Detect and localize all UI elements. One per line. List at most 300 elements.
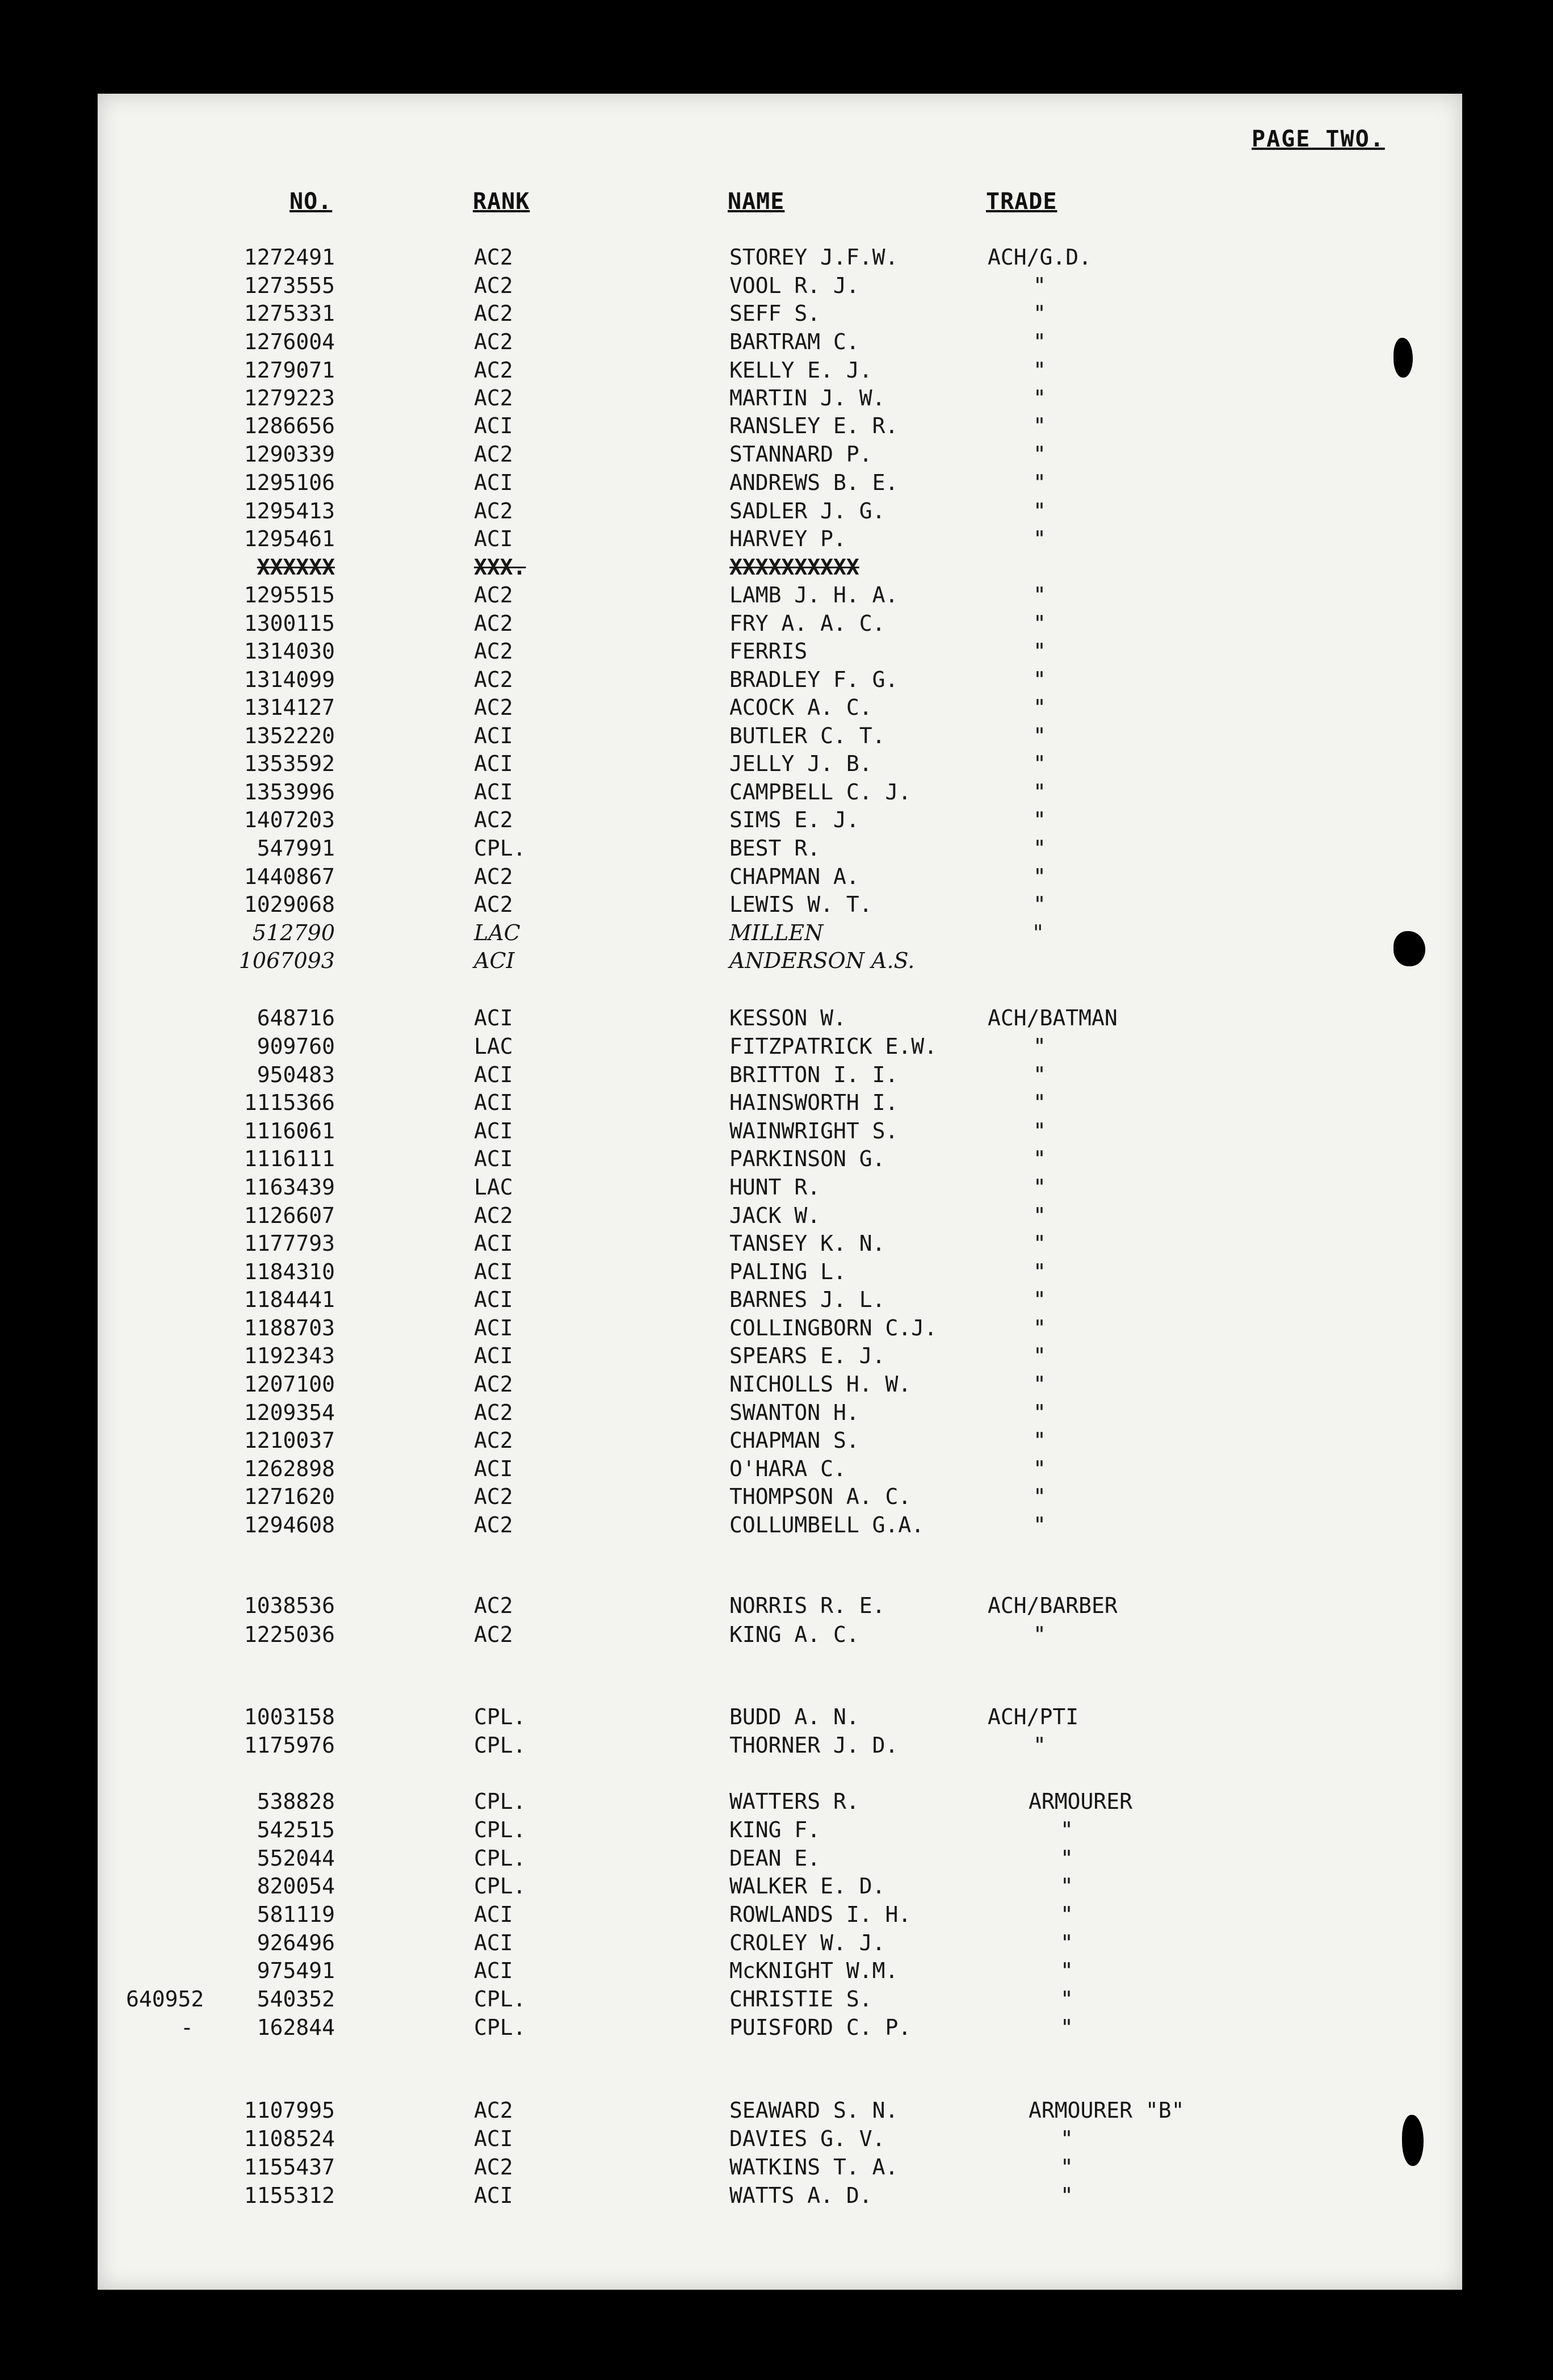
cell-trade: " [1033,386,1046,410]
table-row [0,1455,1553,1483]
table-row [0,693,1553,722]
table-row [0,1511,1553,1539]
cell-name: PARKINSON G. [729,1146,885,1171]
cell-service-number: 1300115 [244,611,335,636]
table-row [0,581,1553,609]
cell-trade: ACH/G.D. [988,245,1092,270]
table-row [0,328,1553,356]
cell-rank: ACI [474,948,515,973]
cell-name: COLLINGBORN C.J. [729,1315,938,1340]
cell-rank: AC2 [474,1622,513,1647]
cell-rank: ACI [474,1315,513,1340]
table-row [0,271,1553,300]
cell-service-number: 162844 [257,2015,335,2040]
cell-rank: ACI [474,2183,513,2208]
table-row [0,243,1553,271]
cell-service-number: 1116111 [244,1146,335,1171]
table-row [0,609,1553,638]
cell-trade: " [1033,667,1046,692]
margin-note: - [181,2015,194,2040]
cell-rank: CPL. [474,2015,526,2040]
cell-name: SEAWARD S. N. [729,2098,899,2123]
cell-trade: ACH/BATMAN [988,1005,1118,1030]
cell-trade: " [1033,329,1046,354]
cell-name: BRITTON I. I. [729,1062,899,1087]
table-row [0,1061,1553,1089]
cell-name: PUISFORD C. P. [729,2015,912,2040]
cell-name: WAINWRIGHT S. [729,1118,899,1143]
cell-rank: CPL. [474,1817,526,1842]
cell-name: NICHOLLS H. W. [729,1372,912,1397]
table-row [0,1703,1553,1731]
cell-service-number: 1352220 [244,723,335,748]
cell-name: STANNARD P. [729,442,872,467]
cell-trade: ACH/PTI [988,1704,1079,1729]
cell-trade: " [1033,611,1046,636]
margin-note: 640952 [126,1987,204,2012]
cell-rank: XXX. [474,555,526,580]
cell-name: CHAPMAN S. [729,1428,859,1453]
cell-name: ACOCK A. C. [729,695,872,720]
table-row [0,1872,1553,1900]
cell-rank: AC2 [474,2155,513,2180]
table-row [0,834,1553,862]
cell-service-number: 1440867 [244,864,335,889]
cell-name: SWANTON H. [729,1400,859,1425]
table-row [0,778,1553,806]
cell-service-number: 542515 [257,1817,335,1842]
cell-rank: ACI [474,1231,513,1256]
cell-rank: CPL. [474,1704,526,1729]
cell-trade: " [1033,639,1046,664]
cell-trade: " [1060,1958,1073,1983]
ink-blot [1393,338,1413,378]
cell-trade: ARMOURER "B" [1029,2098,1185,2123]
cell-rank: AC2 [474,1512,513,1537]
cell-service-number: 1177793 [244,1231,335,1256]
cell-name: FRY A. A. C. [729,611,885,636]
column-header-no: NO. [289,188,333,215]
cell-name: HUNT R. [729,1175,821,1200]
cell-rank: ACI [474,1062,513,1087]
cell-rank: AC2 [474,583,513,607]
cell-name: COLLUMBELL G.A. [729,1512,925,1537]
cell-service-number: 1163439 [244,1175,335,1200]
ink-blot [1402,2115,1424,2166]
cell-trade: " [1033,892,1046,917]
cell-service-number: 909760 [257,1034,335,1059]
cell-trade: " [1060,2015,1073,2040]
cell-trade: " [1033,1484,1046,1509]
cell-rank: ACI [474,723,513,748]
cell-service-number: 975491 [257,1958,335,1983]
cell-service-number: 950483 [257,1062,335,1087]
cell-rank: ACI [474,1343,513,1368]
table-row [0,1900,1553,1929]
cell-trade: " [1060,1987,1073,2012]
table-row [0,1816,1553,1844]
table-row [0,1844,1553,1872]
cell-rank: AC2 [474,498,513,523]
cell-trade: " [1060,1817,1073,1842]
cell-name: BARNES J. L. [729,1287,885,1312]
cell-service-number: 1295461 [244,526,335,551]
cell-trade: " [1033,1231,1046,1256]
table-row [0,356,1553,384]
cell-rank: ACI [474,526,513,551]
cell-rank: AC2 [474,442,513,467]
cell-rank: CPL. [474,836,526,861]
cell-service-number: 1290339 [244,442,335,467]
table-row [0,2181,1553,2210]
cell-trade: " [1033,780,1046,804]
cell-trade: " [1033,836,1046,861]
cell-service-number: 1155437 [244,2155,335,2180]
cell-rank: CPL. [474,1733,526,1758]
cell-trade: " [1033,273,1046,298]
table-row [0,946,1553,975]
cell-rank: AC2 [474,807,513,832]
cell-service-number: 1407203 [244,807,335,832]
cell-service-number: 1188703 [244,1315,335,1340]
cell-rank: LAC [474,1175,513,1200]
cell-name: TANSEY K. N. [729,1231,885,1256]
cell-trade: " [1033,526,1046,551]
table-row [0,806,1553,834]
table-row [0,1731,1553,1759]
cell-service-number: 1314127 [244,695,335,720]
cell-name: CHRISTIE S. [729,1987,872,2012]
cell-rank: AC2 [474,639,513,664]
cell-name: ROWLANDS I. H. [729,1902,912,1927]
table-row [0,1258,1553,1286]
cell-rank: ACI [474,1005,513,1030]
cell-rank: ACI [474,1090,513,1115]
cell-service-number: 1295106 [244,470,335,495]
column-header-rank: RANK [473,188,530,215]
cell-name: WATTS A. D. [729,2183,872,2208]
table-row [0,1201,1553,1230]
cell-service-number: 512790 [252,920,335,945]
cell-name: LEWIS W. T. [729,892,872,917]
table-row [0,1426,1553,1455]
cell-name: SPEARS E. J. [729,1343,885,1368]
cell-service-number: 1029068 [244,892,335,917]
cell-trade: " [1033,1034,1046,1059]
cell-name: VOOL R. J. [729,273,859,298]
table-row [0,1956,1553,1985]
cell-service-number: 1279223 [244,386,335,410]
cell-name: KING A. C. [729,1622,859,1647]
cell-rank: AC2 [474,1372,513,1397]
cell-rank: AC2 [474,301,513,326]
cell-rank: LAC [474,1034,513,1059]
cell-name: JACK W. [729,1203,821,1228]
cell-service-number: 1210037 [244,1428,335,1453]
cell-service-number: 1107995 [244,2098,335,2123]
table-row [0,1985,1553,2013]
cell-rank: AC2 [474,892,513,917]
cell-name: BUDD A. N. [729,1704,859,1729]
table-row [0,1285,1553,1314]
cell-rank: ACI [474,470,513,495]
cell-rank: AC2 [474,1593,513,1618]
cell-service-number: 1353996 [244,780,335,804]
cell-name: BRADLEY F. G. [729,667,899,692]
cell-rank: ACI [474,413,513,438]
table-row [0,1032,1553,1061]
cell-name: THORNER J. D. [729,1733,899,1758]
cell-rank: AC2 [474,245,513,270]
cell-service-number: 1116061 [244,1118,335,1143]
cell-name: BARTRAM C. [729,329,859,354]
cell-rank: ACI [474,1146,513,1171]
cell-name: RANSLEY E. R. [729,413,899,438]
cell-rank: AC2 [474,667,513,692]
cell-service-number: 1225036 [244,1622,335,1647]
cell-rank: CPL. [474,1987,526,2012]
cell-rank: AC2 [474,329,513,354]
cell-trade: " [1033,1343,1046,1368]
cell-trade: " [1033,1315,1046,1340]
cell-trade: " [1033,1622,1046,1647]
table-row [0,2096,1553,2125]
table-row [0,637,1553,665]
cell-trade: " [1033,1146,1046,1171]
table-row [0,1117,1553,1145]
cell-service-number: 1209354 [244,1400,335,1425]
table-row [0,2013,1553,2042]
table-row [0,1004,1553,1032]
cell-rank: ACI [474,751,513,776]
cell-name: WATKINS T. A. [729,2155,899,2180]
table-row [0,1591,1553,1620]
table-row [0,525,1553,553]
cell-trade: " [1033,470,1046,495]
cell-rank: ACI [474,1902,513,1927]
cell-name: THOMPSON A. C. [729,1484,912,1509]
table-row [0,468,1553,497]
table-row [0,299,1553,328]
cell-rank: AC2 [474,1428,513,1453]
table-row [0,919,1553,947]
cell-trade: " [1033,695,1046,720]
table-row [0,440,1553,468]
cell-service-number: 1272491 [244,245,335,270]
cell-trade: " [1033,1287,1046,1312]
cell-trade: " [1033,1428,1046,1453]
cell-trade: " [1033,583,1046,607]
cell-rank: AC2 [474,611,513,636]
cell-rank: CPL. [474,1874,526,1899]
table-row [0,862,1553,891]
cell-service-number: 648716 [257,1005,335,1030]
cell-trade: " [1033,1259,1046,1284]
cell-rank: ACI [474,780,513,804]
table-row [0,1145,1553,1173]
cell-rank: ACI [474,1118,513,1143]
cell-rank: ACI [474,1259,513,1284]
table-row [0,749,1553,778]
cell-name: McKNIGHT W.M. [729,1958,899,1983]
cell-trade: ACH/BARBER [988,1593,1118,1618]
cell-rank: AC2 [474,273,513,298]
cell-service-number: 926496 [257,1930,335,1955]
cell-trade: " [1033,1512,1046,1537]
cell-name: DEAN E. [729,1846,821,1871]
cell-rank: AC2 [474,386,513,410]
cell-name: SEFF S. [729,301,821,326]
cell-trade: " [1033,920,1043,945]
cell-trade: " [1033,498,1046,523]
cell-service-number: 1038536 [244,1593,335,1618]
cell-name: KING F. [729,1817,821,1842]
cell-rank: AC2 [474,358,513,383]
table-row [0,384,1553,412]
cell-rank: ACI [474,1287,513,1312]
cell-rank: CPL. [474,1846,526,1871]
cell-rank: AC2 [474,2098,513,2123]
cell-service-number: 547991 [257,836,335,861]
cell-service-number: 1108524 [244,2126,335,2151]
cell-trade: " [1033,1062,1046,1087]
cell-service-number: 1067093 [238,948,335,973]
cell-rank: AC2 [474,864,513,889]
cell-name: FERRIS [729,639,808,664]
table-row [0,1398,1553,1427]
cell-trade: " [1033,751,1046,776]
cell-name: KESSON W. [729,1005,846,1030]
cell-trade: " [1033,1118,1046,1143]
cell-service-number: 540352 [257,1987,335,2012]
cell-service-number: 1314099 [244,667,335,692]
table-row [0,1620,1553,1649]
cell-name: SIMS E. J. [729,807,859,832]
cell-service-number: 1294608 [244,1512,335,1537]
cell-name: MILLEN [729,920,824,945]
table-row [0,1482,1553,1511]
cell-name: ANDREWS B. E. [729,470,899,495]
table-row [0,1088,1553,1117]
cell-service-number: 1155312 [244,2183,335,2208]
cell-service-number: XXXXXX [257,555,335,580]
table-row [0,1929,1553,1957]
cell-service-number: 1286656 [244,413,335,438]
ink-blot [1393,931,1425,966]
cell-name: XXXXXXXXXX [729,555,859,580]
cell-name: WALKER E. D. [729,1874,885,1899]
cell-service-number: 1273555 [244,273,335,298]
cell-service-number: 1126607 [244,1203,335,1228]
cell-service-number: 1279071 [244,358,335,383]
cell-service-number: 538828 [257,1789,335,1814]
table-row [0,722,1553,750]
cell-trade: " [1060,1930,1073,1955]
table-row [0,1314,1553,1342]
cell-rank: AC2 [474,695,513,720]
cell-name: LAMB J. H. A. [729,583,899,607]
cell-name: JELLY J. B. [729,751,872,776]
table-row [0,1229,1553,1258]
cell-rank: ACI [474,1456,513,1481]
cell-service-number: 1262898 [244,1456,335,1481]
cell-trade: " [1033,301,1046,326]
cell-service-number: 1175976 [244,1733,335,1758]
table-row [0,497,1553,525]
table-row [0,1342,1553,1370]
cell-trade: " [1033,1456,1046,1481]
cell-trade: " [1060,2155,1073,2180]
cell-rank: ACI [474,2126,513,2151]
table-row [0,890,1553,919]
cell-trade: " [1060,1874,1073,1899]
cell-service-number: 552044 [257,1846,335,1871]
cell-service-number: 1192343 [244,1343,335,1368]
cell-name: BUTLER C. T. [729,723,885,748]
cell-service-number: 1353592 [244,751,335,776]
cell-name: KELLY E. J. [729,358,872,383]
cell-trade: " [1033,864,1046,889]
cell-trade: " [1060,1846,1073,1871]
cell-service-number: 1184310 [244,1259,335,1284]
cell-rank: CPL. [474,1789,526,1814]
cell-trade: " [1033,413,1046,438]
cell-rank: AC2 [474,1484,513,1509]
cell-service-number: 581119 [257,1902,335,1927]
cell-trade: " [1033,1733,1046,1758]
cell-service-number: 1276004 [244,329,335,354]
cell-rank: ACI [474,1930,513,1955]
cell-service-number: 1003158 [244,1704,335,1729]
table-row [0,665,1553,694]
cell-name: NORRIS R. E. [729,1593,885,1618]
cell-trade: " [1033,1175,1046,1200]
cell-service-number: 1314030 [244,639,335,664]
table-row [0,2125,1553,2153]
cell-name: O'HARA C. [729,1456,846,1481]
cell-trade: " [1033,1203,1046,1228]
cell-trade: " [1033,723,1046,748]
table-row [0,1370,1553,1398]
cell-trade: " [1033,442,1046,467]
cell-service-number: 1207100 [244,1372,335,1397]
cell-trade: " [1033,358,1046,383]
cell-trade: " [1033,807,1046,832]
cell-name: CAMPBELL C. J. [729,780,912,804]
cell-trade: ARMOURER [1029,1789,1133,1814]
cell-name: PALING L. [729,1259,846,1284]
cell-service-number: 1271620 [244,1484,335,1509]
cell-rank: LAC [474,920,521,945]
table-row [0,1173,1553,1201]
table-row [0,2153,1553,2181]
cell-rank: ACI [474,1958,513,1983]
cell-trade: " [1060,1902,1073,1927]
column-header-name: NAME [728,188,785,215]
cell-trade: " [1033,1372,1046,1397]
cell-trade: " [1060,2183,1073,2208]
cell-trade: " [1060,2126,1073,2151]
cell-service-number: 820054 [257,1874,335,1899]
cell-name: STOREY J.F.W. [729,245,899,270]
cell-service-number: 1275331 [244,301,335,326]
cell-name: DAVIES G. V. [729,2126,885,2151]
cell-name: HAINSWORTH I. [729,1090,899,1115]
cell-name: SADLER J. G. [729,498,885,523]
cell-name: CHAPMAN A. [729,864,859,889]
cell-trade: " [1033,1090,1046,1115]
cell-service-number: 1295413 [244,498,335,523]
